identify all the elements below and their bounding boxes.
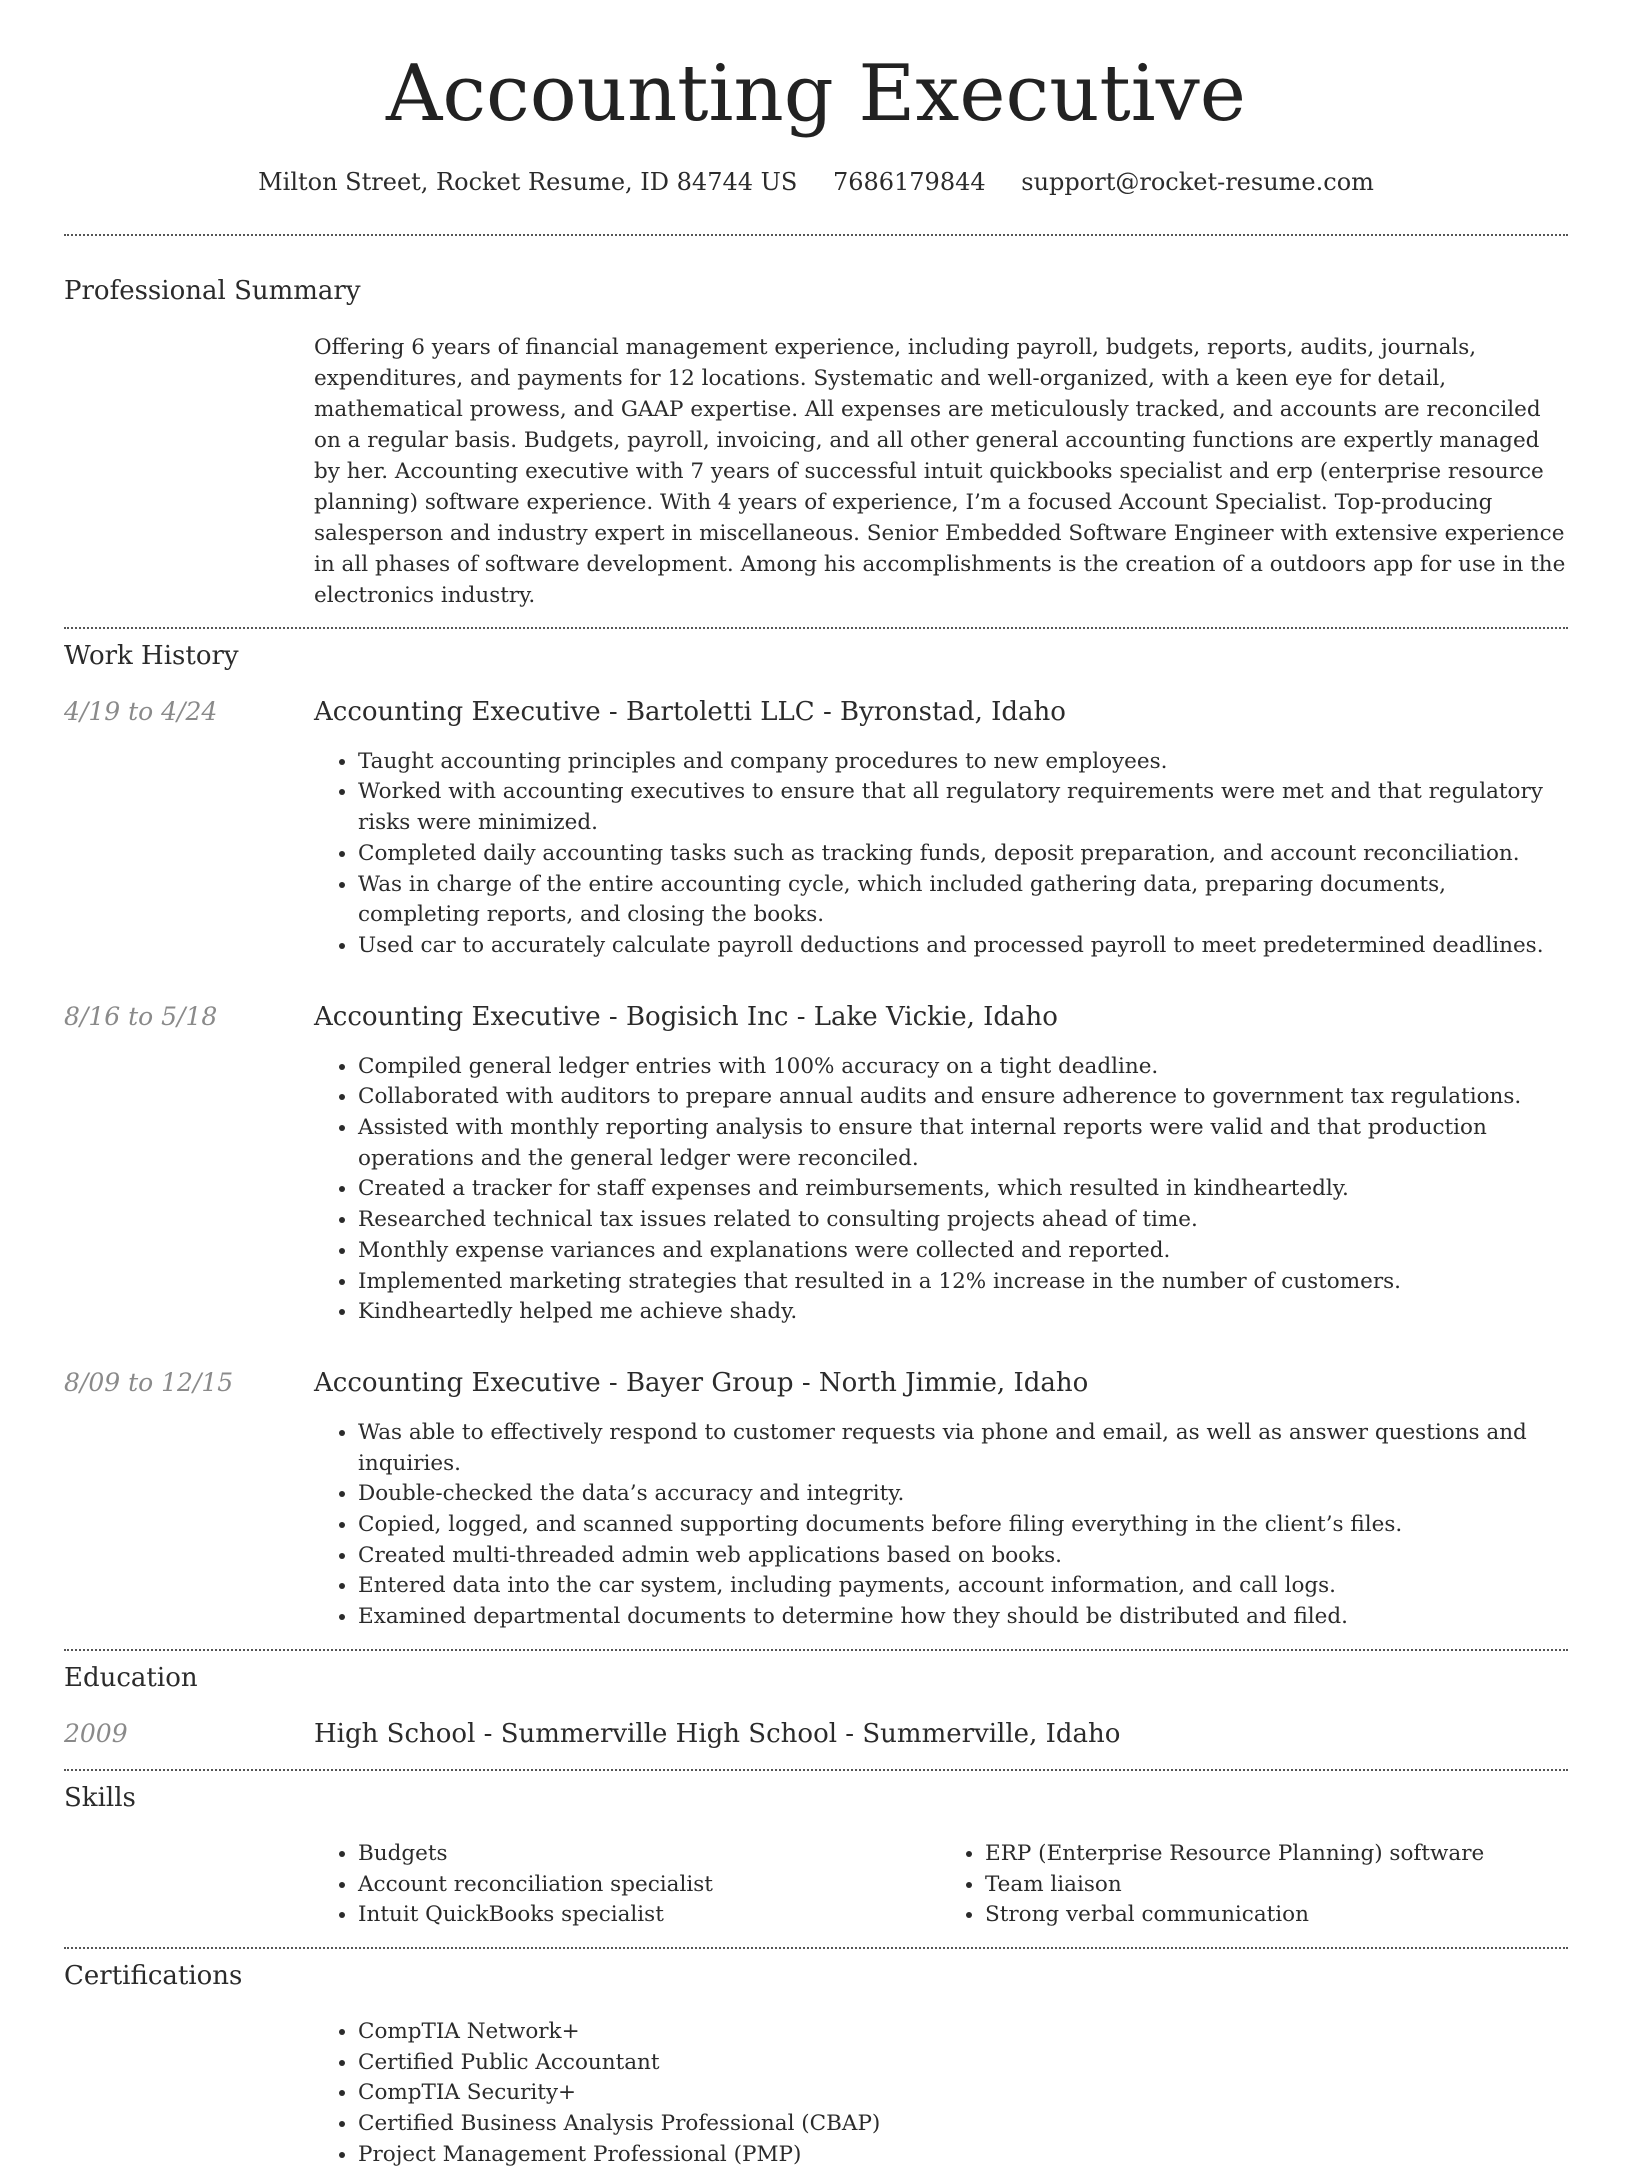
contact-phone: 7686179844 [832, 167, 986, 196]
list-item: • Account reconciliation specialist [358, 1870, 941, 1901]
list-item: • Researched technical tax issues related to consulting projects ahead of time. [358, 1205, 1568, 1236]
job-entry [64, 1368, 1568, 1633]
list-item: • CompTIA Security+ [358, 2078, 1568, 2109]
skills-list-right [941, 1839, 1568, 1931]
job-dates: 4/19 to 4/24 [64, 696, 218, 726]
list-item: • ERP (Enterprise Resource Planning) software [985, 1839, 1568, 1870]
list-item: • Team liaison [985, 1870, 1568, 1901]
list-item: • Created a tracker for staff expenses and reimbursements, which resulted in kindheartedly. [358, 1174, 1568, 1205]
list-item: • Strong verbal communication [985, 1900, 1568, 1931]
job-entry [64, 697, 1568, 962]
list-item: • Monthly expense variances and explanations were collected and reported. [358, 1236, 1568, 1267]
resume-name: Accounting Executive [386, 49, 1246, 139]
education-heading: High School - Summerville High School - Summerville, Idaho [314, 1718, 1121, 1749]
section-summary [0, 236, 1632, 611]
section-title-education: Education [64, 1662, 198, 1693]
job-bullets [314, 747, 1568, 962]
job-entry [64, 1002, 1568, 1328]
summary-text: Offering 6 years of financial management experience, including payroll, budgets, reports, audits, journals, expenditures, and payments for 12 locations. Systematic and well-organized, with a keen eye for detail, mathematical prowess, and GAAP expertise. All expenses are meticulously tracked, and accounts are reconciled on a regular basis. Budgets, payroll, invoicing, and all other general accounting functions are expertly managed by her. Accounting executive with 7 years of successful intuit quickbooks specialist and erp (enterprise resource planning) software experience. With 4 years of experience, I’m a focused Account Specialist. Top-producing salesperson and industry expert in miscellaneous. Senior Embedded Software Engineer with extensive experience in all phases of software development. Among his accomplishments is the creation of a outdoors app for use in the electronics industry. [314, 334, 1566, 608]
job-heading: Accounting Executive - Bartoletti LLC - Byronstad, Idaho [314, 696, 1066, 727]
list-item: • Entered data into the car system, including payments, account information, and call logs. [358, 1571, 1568, 1602]
list-item: • Certified Public Accountant [358, 2048, 1568, 2079]
job-dates: 8/09 to 12/15 [64, 1367, 234, 1397]
list-item: • CompTIA Network+ [358, 2017, 1568, 2048]
list-item: • Worked with accounting executives to ensure that all regulatory requirements were met and that regulatory risks were minimized. [358, 777, 1568, 838]
contact-line [0, 168, 1632, 196]
contact-address: Milton Street, Rocket Resume, ID 84744 US [258, 167, 798, 196]
section-education [0, 1651, 1632, 1749]
job-heading: Accounting Executive - Bogisich Inc - Lake Vickie, Idaho [314, 1001, 1058, 1032]
list-item: • Taught accounting principles and company procedures to new employees. [358, 747, 1568, 778]
education-entry [64, 1719, 1568, 1749]
list-item: • Budgets [358, 1839, 941, 1870]
list-item: • Created multi-threaded admin web applications based on books. [358, 1541, 1568, 1572]
list-item: • Used car to accurately calculate payroll deductions and processed payroll to meet predetermined deadlines. [358, 931, 1568, 962]
list-item: • Assisted with monthly reporting analysis to ensure that internal reports were valid and that production operations and the general ledger were reconciled. [358, 1113, 1568, 1174]
contact-email: support@rocket-resume.com [1021, 167, 1374, 196]
list-item: • Project Management Professional (PMP) [358, 2140, 1568, 2170]
education-year: 2009 [64, 1718, 128, 1748]
section-work-history [0, 629, 1632, 1633]
skills-grid [314, 1839, 1568, 1931]
job-heading: Accounting Executive - Bayer Group - North Jimmie, Idaho [314, 1367, 1089, 1398]
list-item: • Compiled general ledger entries with 100% accuracy on a tight deadline. [358, 1052, 1568, 1083]
list-item: • Certified Business Analysis Professional (CBAP) [358, 2109, 1568, 2140]
list-item: • Intuit QuickBooks specialist [358, 1900, 941, 1931]
list-item: • Was in charge of the entire accounting cycle, which included gathering data, preparing documents, completing reports, and closing the books. [358, 870, 1568, 931]
list-item: • Completed daily accounting tasks such as tracking funds, deposit preparation, and account reconciliation. [358, 839, 1568, 870]
list-item: • Implemented marketing strategies that resulted in a 12% increase in the number of customers. [358, 1267, 1568, 1298]
job-bullets [314, 1418, 1568, 1633]
list-item: • Examined departmental documents to determine how they should be distributed and filed. [358, 1602, 1568, 1633]
job-bullets [314, 1052, 1568, 1328]
section-title-work: Work History [64, 640, 239, 671]
resume-header [0, 0, 1632, 196]
section-skills [0, 1771, 1632, 1931]
certifications-list [314, 2017, 1568, 2170]
list-item: • Double-checked the data’s accuracy and integrity. [358, 1479, 1568, 1510]
job-dates: 8/16 to 5/18 [64, 1001, 218, 1031]
list-item: • Was able to effectively respond to customer requests via phone and email, as well as answer questions and inquiries. [358, 1418, 1568, 1479]
list-item: • Kindheartedly helped me achieve shady. [358, 1297, 1568, 1328]
section-certifications [0, 1949, 1632, 2170]
list-item: • Collaborated with auditors to prepare annual audits and ensure adherence to government tax regulations. [358, 1082, 1568, 1113]
skills-list-left [314, 1839, 941, 1931]
section-title-skills: Skills [64, 1782, 136, 1813]
section-title-certifications: Certifications [64, 1960, 243, 1991]
list-item: • Copied, logged, and scanned supporting documents before filing everything in the client’s files. [358, 1510, 1568, 1541]
section-title-summary: Professional Summary [64, 275, 361, 306]
